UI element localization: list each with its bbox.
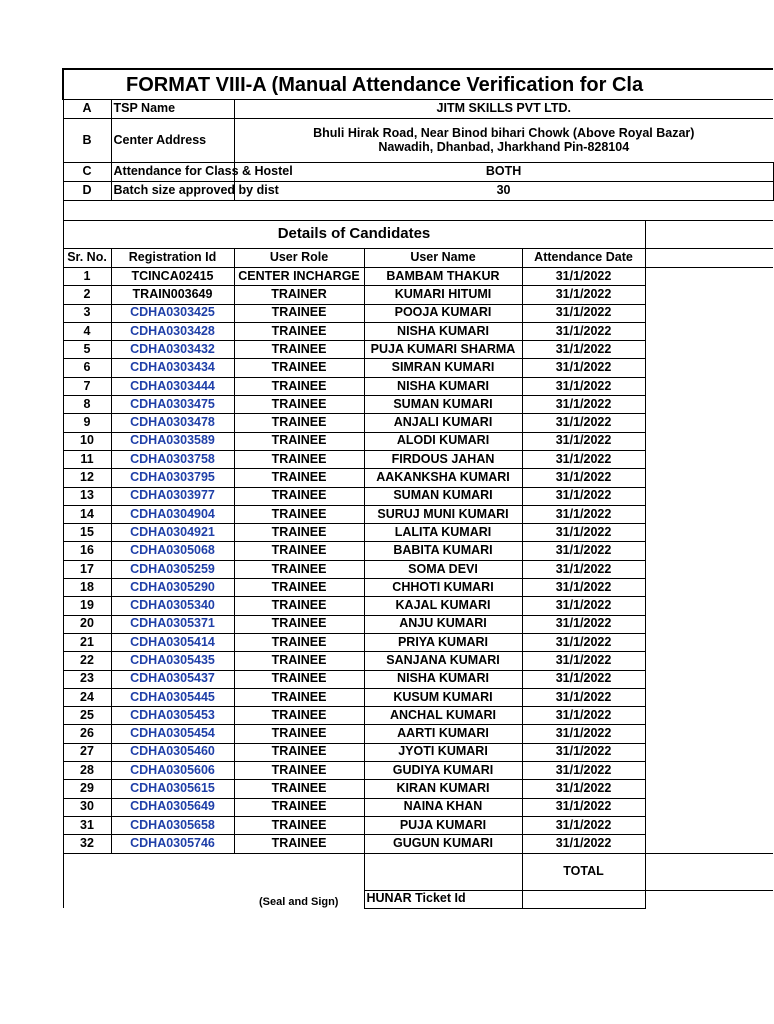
sr-no-cell: 17 (63, 560, 111, 578)
attendance-date-cell: 31/1/2022 (522, 304, 645, 322)
registration-id-cell: TRAIN003649 (111, 286, 234, 304)
attendance-date-cell: 31/1/2022 (522, 524, 645, 542)
address-line-2: Nawadih, Dhanbad, Jharkhand Pin-828104 (378, 139, 630, 154)
user-name-cell: PUJA KUMARI (364, 816, 522, 834)
registration-id-cell: CDHA0305259 (111, 560, 234, 578)
attendance-date-cell: 31/1/2022 (522, 798, 645, 816)
user-name-cell: SIMRAN KUMARI (364, 359, 522, 377)
attendance-date-cell: 31/1/2022 (522, 688, 645, 706)
table-row (63, 469, 773, 487)
registration-id-cell: CDHA0305435 (111, 652, 234, 670)
sr-no-cell: 6 (63, 359, 111, 377)
user-name-cell: NAINA KHAN (364, 798, 522, 816)
table-row (63, 304, 773, 322)
user-name-cell: PUJA KUMARI SHARMA (364, 341, 522, 359)
user-role-cell: TRAINEE (234, 688, 364, 706)
registration-id-cell: CDHA0305437 (111, 670, 234, 688)
attendance-date-cell: 31/1/2022 (522, 816, 645, 834)
address-line-1: Bhuli Hirak Road, Near Binod bihari Chowk (Above Royal Bazar) (313, 125, 695, 140)
attendance-date-cell: 31/1/2022 (522, 396, 645, 414)
attendance-date-cell: 31/1/2022 (522, 487, 645, 505)
user-name-cell: SUMAN KUMARI (364, 487, 522, 505)
sr-no-cell: 23 (63, 670, 111, 688)
sr-no-cell: 3 (63, 304, 111, 322)
table-row (63, 597, 773, 615)
user-role-cell: TRAINEE (234, 432, 364, 450)
registration-id-cell: CDHA0305371 (111, 615, 234, 633)
user-role-cell: TRAINEE (234, 450, 364, 468)
user-name-cell: ALODI KUMARI (364, 432, 522, 450)
attendance-date-cell: 31/1/2022 (522, 505, 645, 523)
registration-id-cell: CDHA0305445 (111, 688, 234, 706)
table-row (63, 798, 773, 816)
attendance-date-cell: 31/1/2022 (522, 560, 645, 578)
table-row (63, 652, 773, 670)
user-role-cell: TRAINEE (234, 615, 364, 633)
sr-no-cell: 25 (63, 707, 111, 725)
user-role-cell: TRAINEE (234, 505, 364, 523)
user-role-cell: TRAINEE (234, 633, 364, 651)
sr-no-cell: 27 (63, 743, 111, 761)
user-name-cell: ANJU KUMARI (364, 615, 522, 633)
section-row (63, 221, 773, 249)
info-value: 30 (234, 182, 773, 201)
info-value: BOTH (234, 163, 773, 182)
user-name-cell: AARTI KUMARI (364, 725, 522, 743)
attendance-date-cell: 31/1/2022 (522, 633, 645, 651)
user-name-cell: ANJALI KUMARI (364, 414, 522, 432)
table-row (63, 707, 773, 725)
registration-id-cell: CDHA0305606 (111, 762, 234, 780)
attendance-date-cell: 31/1/2022 (522, 268, 645, 286)
table-row (63, 268, 773, 286)
table-row (63, 743, 773, 761)
registration-id-cell: CDHA0303444 (111, 377, 234, 395)
user-role-cell: TRAINEE (234, 597, 364, 615)
info-row-d (63, 182, 773, 201)
sr-no-cell: 13 (63, 487, 111, 505)
table-row (63, 432, 773, 450)
user-role-cell: TRAINEE (234, 835, 364, 853)
user-role-cell: TRAINEE (234, 798, 364, 816)
registration-id-cell: CDHA0304904 (111, 505, 234, 523)
attendance-date-cell: 31/1/2022 (522, 542, 645, 560)
column-header: Attendance Date (522, 249, 645, 268)
table-row (63, 377, 773, 395)
registration-id-cell: CDHA0303589 (111, 432, 234, 450)
sr-no-cell: 8 (63, 396, 111, 414)
info-code: B (63, 119, 111, 163)
user-name-cell: SUMAN KUMARI (364, 396, 522, 414)
sr-no-cell: 30 (63, 798, 111, 816)
registration-id-cell: CDHA0305290 (111, 579, 234, 597)
table-row (63, 579, 773, 597)
registration-id-cell: CDHA0305414 (111, 633, 234, 651)
user-name-cell: AAKANKSHA KUMARI (364, 469, 522, 487)
sr-no-cell: 32 (63, 835, 111, 853)
info-row-a (63, 100, 773, 119)
info-value (234, 119, 773, 163)
table-row (63, 816, 773, 834)
user-role-cell: TRAINEE (234, 670, 364, 688)
registration-id-cell: CDHA0305658 (111, 816, 234, 834)
sr-no-cell: 9 (63, 414, 111, 432)
attendance-date-cell: 31/1/2022 (522, 579, 645, 597)
table-row (63, 633, 773, 651)
attendance-date-cell: 31/1/2022 (522, 414, 645, 432)
sr-no-cell: 22 (63, 652, 111, 670)
user-role-cell: TRAINEE (234, 816, 364, 834)
sr-no-cell: 5 (63, 341, 111, 359)
attendance-date-cell: 31/1/2022 (522, 469, 645, 487)
info-row-c (63, 163, 773, 182)
user-role-cell: TRAINER (234, 286, 364, 304)
user-name-cell: NISHA KUMARI (364, 377, 522, 395)
column-header: Sr. No. (63, 249, 111, 268)
attendance-date-cell: 31/1/2022 (522, 743, 645, 761)
attendance-date-cell: 31/1/2022 (522, 432, 645, 450)
user-name-cell: JYOTI KUMARI (364, 743, 522, 761)
user-name-cell: GUGUN KUMARI (364, 835, 522, 853)
registration-id-cell: CDHA0305649 (111, 798, 234, 816)
info-label: Attendance for Class & Hostel (111, 163, 234, 182)
user-role-cell: CENTER INCHARGE (234, 268, 364, 286)
table-row (63, 835, 773, 853)
column-header: User Role (234, 249, 364, 268)
user-name-cell: FIRDOUS JAHAN (364, 450, 522, 468)
info-label: Center Address (111, 119, 234, 163)
sr-no-cell: 12 (63, 469, 111, 487)
user-name-cell: NISHA KUMARI (364, 670, 522, 688)
sr-no-cell: 2 (63, 286, 111, 304)
attendance-date-cell: 31/1/2022 (522, 450, 645, 468)
page-title: FORMAT VIII-A (Manual Attendance Verification for Cla (63, 69, 773, 100)
user-name-cell: SANJANA KUMARI (364, 652, 522, 670)
user-role-cell: TRAINEE (234, 743, 364, 761)
attendance-date-cell: 31/1/2022 (522, 707, 645, 725)
attendance-date-cell: 31/1/2022 (522, 652, 645, 670)
user-role-cell: TRAINEE (234, 652, 364, 670)
table-row (63, 524, 773, 542)
total-row (63, 853, 773, 890)
attendance-date-cell: 31/1/2022 (522, 286, 645, 304)
seal-and-sign: (Seal and Sign) (234, 853, 364, 908)
attendance-date-cell: 31/1/2022 (522, 615, 645, 633)
registration-id-cell: CDHA0305340 (111, 597, 234, 615)
attendance-date-cell: 31/1/2022 (522, 359, 645, 377)
user-role-cell: TRAINEE (234, 707, 364, 725)
registration-id-cell: CDHA0303425 (111, 304, 234, 322)
registration-id-cell: CDHA0305460 (111, 743, 234, 761)
sr-no-cell: 18 (63, 579, 111, 597)
registration-id-cell: CDHA0305746 (111, 835, 234, 853)
user-role-cell: TRAINEE (234, 396, 364, 414)
attendance-table (62, 68, 774, 909)
user-role-cell: TRAINEE (234, 341, 364, 359)
user-name-cell: PRIYA KUMARI (364, 633, 522, 651)
registration-id-cell: CDHA0305615 (111, 780, 234, 798)
sr-no-cell: 29 (63, 780, 111, 798)
sr-no-cell: 10 (63, 432, 111, 450)
info-code: A (63, 100, 111, 119)
sr-no-cell: 20 (63, 615, 111, 633)
table-row (63, 396, 773, 414)
registration-id-cell: CDHA0303475 (111, 396, 234, 414)
table-row (63, 450, 773, 468)
attendance-date-cell: 31/1/2022 (522, 597, 645, 615)
info-value: JITM SKILLS PVT LTD. (234, 100, 773, 119)
user-role-cell: TRAINEE (234, 560, 364, 578)
user-name-cell: POOJA KUMARI (364, 304, 522, 322)
table-row (63, 670, 773, 688)
attendance-date-cell: 31/1/2022 (522, 762, 645, 780)
user-name-cell: SURUJ MUNI KUMARI (364, 505, 522, 523)
registration-id-cell: CDHA0303428 (111, 322, 234, 340)
user-name-cell: CHHOTI KUMARI (364, 579, 522, 597)
user-role-cell: TRAINEE (234, 322, 364, 340)
user-role-cell: TRAINEE (234, 487, 364, 505)
sr-no-cell: 21 (63, 633, 111, 651)
sr-no-cell: 11 (63, 450, 111, 468)
info-row-b (63, 119, 773, 163)
table-row (63, 762, 773, 780)
info-label: TSP Name (111, 100, 234, 119)
registration-id-cell: CDHA0305454 (111, 725, 234, 743)
sr-no-cell: 31 (63, 816, 111, 834)
attendance-date-cell: 31/1/2022 (522, 341, 645, 359)
attendance-date-cell: 31/1/2022 (522, 322, 645, 340)
table-row (63, 780, 773, 798)
registration-id-cell: CDHA0303977 (111, 487, 234, 505)
attendance-date-cell: 31/1/2022 (522, 377, 645, 395)
attendance-date-cell: 31/1/2022 (522, 725, 645, 743)
attendance-date-cell: 31/1/2022 (522, 835, 645, 853)
sr-no-cell: 24 (63, 688, 111, 706)
sr-no-cell: 4 (63, 322, 111, 340)
user-role-cell: TRAINEE (234, 579, 364, 597)
attendance-date-cell: 31/1/2022 (522, 670, 645, 688)
user-role-cell: TRAINEE (234, 762, 364, 780)
user-role-cell: TRAINEE (234, 304, 364, 322)
user-name-cell: KAJAL KUMARI (364, 597, 522, 615)
info-label: Batch size approved by dist (111, 182, 234, 201)
column-header: Registration Id (111, 249, 234, 268)
sr-no-cell: 26 (63, 725, 111, 743)
column-header: User Name (364, 249, 522, 268)
table-row (63, 560, 773, 578)
hunar-ticket-label: HUNAR Ticket Id (364, 890, 522, 908)
registration-id-cell: TCINCA02415 (111, 268, 234, 286)
table-row (63, 688, 773, 706)
attendance-sheet (62, 68, 772, 909)
user-role-cell: TRAINEE (234, 414, 364, 432)
user-role-cell: TRAINEE (234, 359, 364, 377)
info-code: D (63, 182, 111, 201)
user-role-cell: TRAINEE (234, 469, 364, 487)
column-header-row (63, 249, 773, 268)
registration-id-cell: CDHA0303434 (111, 359, 234, 377)
user-role-cell: TRAINEE (234, 377, 364, 395)
table-row (63, 341, 773, 359)
sr-no-cell: 16 (63, 542, 111, 560)
user-name-cell: KIRAN KUMARI (364, 780, 522, 798)
user-name-cell: NISHA KUMARI (364, 322, 522, 340)
sr-no-cell: 19 (63, 597, 111, 615)
user-role-cell: TRAINEE (234, 725, 364, 743)
user-name-cell: LALITA KUMARI (364, 524, 522, 542)
sr-no-cell: 28 (63, 762, 111, 780)
table-row (63, 286, 773, 304)
user-role-cell: TRAINEE (234, 524, 364, 542)
registration-id-cell: CDHA0304921 (111, 524, 234, 542)
table-row (63, 505, 773, 523)
table-row (63, 615, 773, 633)
user-name-cell: SOMA DEVI (364, 560, 522, 578)
user-name-cell: GUDIYA KUMARI (364, 762, 522, 780)
registration-id-cell: CDHA0303478 (111, 414, 234, 432)
user-name-cell: BABITA KUMARI (364, 542, 522, 560)
user-name-cell: KUMARI HITUMI (364, 286, 522, 304)
user-name-cell: KUSUM KUMARI (364, 688, 522, 706)
sr-no-cell: 15 (63, 524, 111, 542)
sr-no-cell: 14 (63, 505, 111, 523)
table-row (63, 322, 773, 340)
registration-id-cell: CDHA0305453 (111, 707, 234, 725)
spacer-row (63, 201, 773, 221)
user-name-cell: ANCHAL KUMARI (364, 707, 522, 725)
table-row (63, 542, 773, 560)
registration-id-cell: CDHA0303432 (111, 341, 234, 359)
sr-no-cell: 7 (63, 377, 111, 395)
info-code: C (63, 163, 111, 182)
section-title: Details of Candidates (63, 221, 645, 249)
table-row (63, 414, 773, 432)
sr-no-cell: 1 (63, 268, 111, 286)
table-row (63, 487, 773, 505)
table-row (63, 359, 773, 377)
registration-id-cell: CDHA0303758 (111, 450, 234, 468)
user-role-cell: TRAINEE (234, 780, 364, 798)
registration-id-cell: CDHA0305068 (111, 542, 234, 560)
total-label: TOTAL (522, 853, 645, 890)
user-name-cell: BAMBAM THAKUR (364, 268, 522, 286)
table-row (63, 725, 773, 743)
user-role-cell: TRAINEE (234, 542, 364, 560)
attendance-date-cell: 31/1/2022 (522, 780, 645, 798)
registration-id-cell: CDHA0303795 (111, 469, 234, 487)
